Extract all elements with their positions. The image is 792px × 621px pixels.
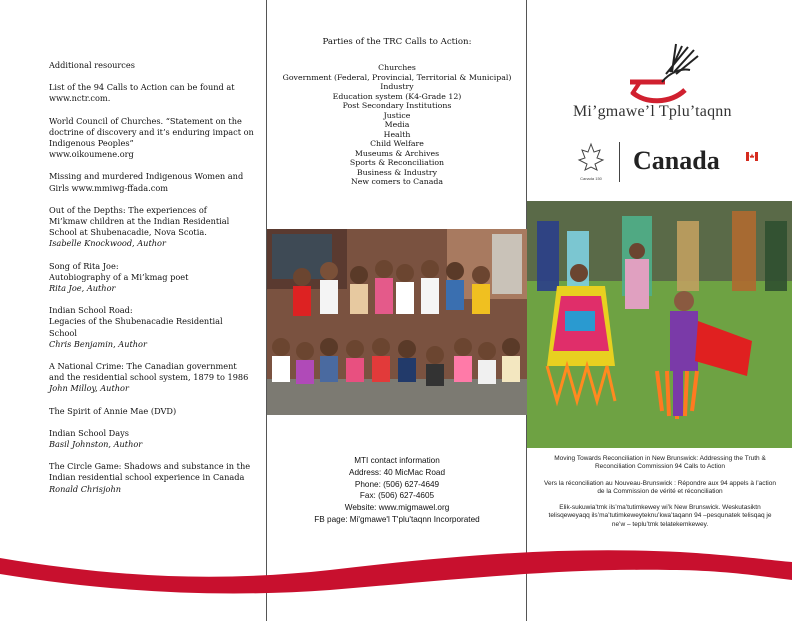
resources-list bbox=[49, 60, 261, 506]
party-item: Museums & Archives bbox=[354, 148, 440, 158]
resource-line: School at Shubenacadie, Nova Scotia. bbox=[49, 227, 207, 238]
parties-list bbox=[267, 63, 527, 187]
powwow-photo bbox=[527, 201, 792, 448]
canada-logos bbox=[573, 140, 763, 186]
reconciliation-paragraph: Vers la réconciliation au Nouveau-Brunswick : Répondre aux 94 appels à l’action de la Commission de vérité et réconciliation bbox=[544, 479, 776, 495]
resource-line: The Spirit of Annie Mae (DVD) bbox=[49, 405, 177, 416]
party-item: Health bbox=[383, 129, 411, 139]
resource-item bbox=[49, 428, 261, 450]
resource-line: Legacies of the Shubenacadie Residential bbox=[49, 316, 223, 327]
wave-shape bbox=[0, 550, 792, 593]
canada150-icon bbox=[573, 140, 609, 184]
resource-item bbox=[49, 406, 261, 417]
party-item: New comers to Canada bbox=[350, 177, 444, 186]
resource-line: A National Crime: The Canadian government bbox=[49, 361, 237, 372]
resource-line: Indigenous Peoples” bbox=[49, 138, 134, 149]
reconciliation-text bbox=[543, 455, 777, 537]
canada150-label: Canada 150 bbox=[580, 176, 602, 181]
resource-author: Isabelle Knockwood, Author bbox=[49, 238, 166, 249]
resource-line: and the residential school system, 1879 to 1986 bbox=[49, 372, 249, 383]
resource-item bbox=[49, 261, 261, 295]
resource-line: Song of Rita Joe: bbox=[49, 260, 119, 271]
right-panel bbox=[527, 0, 792, 621]
parties-title: Parties of the TRC Calls to Action: bbox=[322, 37, 472, 47]
resource-line: www.oikoumene.org bbox=[49, 149, 134, 160]
party-item: Sports & Reconciliation bbox=[349, 158, 445, 167]
canada-wordmark: Canada bbox=[633, 146, 720, 175]
resource-line: Indian School Road: bbox=[49, 305, 133, 316]
contact-line: Fax: (506) 627-4605 bbox=[359, 491, 435, 501]
resource-author: John Milloy, Author bbox=[49, 383, 129, 394]
resource-line: Missing and murdered Indigenous Women and bbox=[49, 171, 244, 182]
contact-line: FB page: Mi'gmawe'l T'plu'taqnn Incorporated bbox=[314, 514, 480, 524]
resource-line: www.nctr.com. bbox=[49, 93, 111, 104]
resource-line: Autobiography of a Mi’kmag poet bbox=[49, 271, 189, 282]
reconciliation-paragraph: Elik-sukuwia’tmk ils’ma’tutimkewey wi’k New Brunswick. Weskutasiktn telisqeweyaqq ils’ma’tutimkeweyteknu’kwa’taqann 94 –pesqunatek telisqaq je ne’w – teplu’tmk telatekemkewey. bbox=[548, 504, 772, 528]
resource-line: School bbox=[49, 327, 77, 338]
resource-author: Ronald Chrisjohn bbox=[49, 483, 121, 494]
org-name: Mi’gmawe’l Tplu’taqnn bbox=[573, 103, 732, 120]
red-wave-decoration bbox=[0, 540, 792, 600]
resource-item bbox=[49, 82, 261, 104]
party-item: Industry bbox=[380, 82, 414, 91]
resource-item bbox=[49, 171, 261, 193]
powwow-photo-illustration bbox=[527, 201, 792, 448]
resource-line: The Circle Game: Shadows and substance in the bbox=[49, 461, 251, 472]
party-item: Government (Federal, Provincial, Territorial & Municipal) bbox=[282, 72, 512, 82]
resource-line: Girls www.mmiwg-ffada.com bbox=[49, 182, 169, 193]
contact-line: Address: 40 MicMac Road bbox=[348, 467, 445, 477]
resource-author: Basil Johnston, Author bbox=[49, 439, 143, 450]
resources-heading: Additional resources bbox=[49, 60, 135, 70]
party-item: Business & Industry bbox=[356, 167, 438, 177]
resource-line: Out of the Depths: The experiences of bbox=[49, 204, 207, 215]
contact-line: MTI contact information bbox=[354, 456, 440, 465]
left-panel bbox=[0, 0, 265, 621]
party-item: Justice bbox=[383, 110, 411, 120]
contact-info bbox=[267, 455, 527, 526]
contact-line: Website: www.migmawel.org bbox=[344, 503, 450, 513]
resource-line: World Council of Churches. “Statement on the bbox=[49, 115, 242, 126]
party-item: Churches bbox=[378, 63, 416, 72]
reconciliation-paragraph: Moving Towards Reconciliation in New Brunswick: Addressing the Truth & Reconciliation Commission 94 Calls to Action bbox=[554, 455, 766, 471]
party-item: Child Welfare bbox=[370, 139, 424, 148]
resource-author: Rita Joe, Author bbox=[49, 283, 116, 294]
resource-item bbox=[49, 305, 261, 350]
resource-item bbox=[49, 205, 261, 250]
party-item: Education system (K4-Grade 12) bbox=[332, 91, 462, 101]
party-item: Media bbox=[384, 120, 410, 129]
children-photo bbox=[267, 229, 527, 415]
resource-item bbox=[49, 461, 261, 495]
party-item: Post Secondary Institutions bbox=[342, 101, 452, 110]
resource-line: Indian residential school experience in Canada bbox=[49, 472, 245, 483]
resource-item bbox=[49, 361, 261, 395]
contact-line: Phone: (506) 627-4649 bbox=[354, 479, 440, 489]
resource-line: Mi’kmaw children at the Indian Residential bbox=[49, 216, 230, 227]
canada-flag-icon bbox=[746, 152, 758, 161]
middle-panel bbox=[266, 0, 527, 621]
resource-item bbox=[49, 116, 261, 161]
resource-author: Chris Benjamin, Author bbox=[49, 338, 147, 349]
resource-line: List of the 94 Calls to Action can be found at bbox=[49, 82, 235, 93]
resource-line: doctrine of discovery and it’s enduring impact on bbox=[49, 126, 254, 137]
resource-line: Indian School Days bbox=[49, 427, 129, 438]
children-photo-illustration bbox=[267, 229, 527, 415]
logo-divider bbox=[619, 142, 620, 182]
